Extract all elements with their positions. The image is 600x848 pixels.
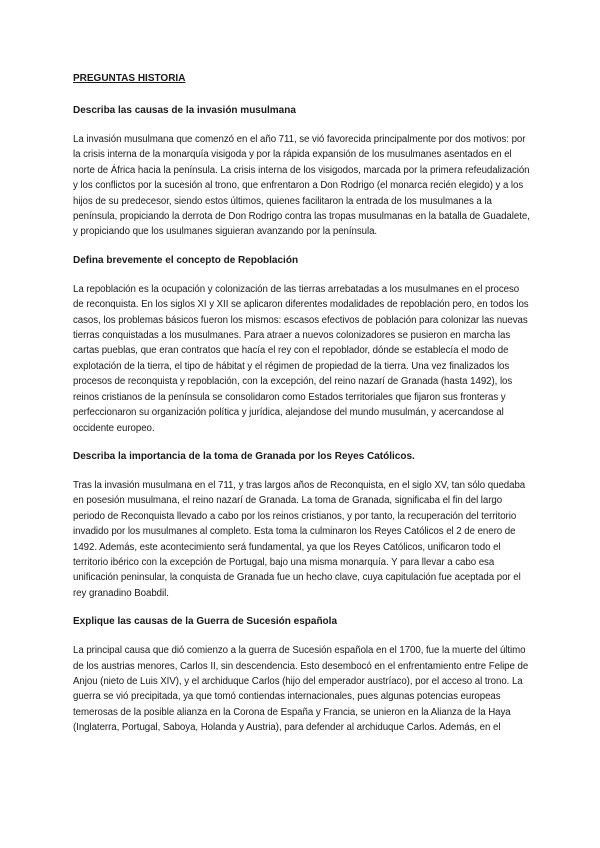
section-heading: Describa la importancia de la toma de Granada por los Reyes Católicos. <box>73 450 415 462</box>
section-heading: Explique las causas de la Guerra de Sucesión española <box>73 616 337 628</box>
section-invasion-musulmana <box>73 104 530 240</box>
section-guerra-sucesion <box>73 615 530 735</box>
section-heading: Defina brevemente el concepto de Repoblación <box>73 254 299 266</box>
section-body: La invasión musulmana que comenzó en el año 711, se vió favorecida principalmente por dos motivos: por la crisis interna de la monarquía visigoda y por la rápida expansión de los musulmanes asentados en el norte de África hacia la península. La crisis interna de los visigodos, marcada por la primera refeudalización y los conflictos por la sucesión al trono, que enfrentaron a Don Rodrigo (el monarca recién elegido) y a los hijos de su predecesor, siendo estos últimos, quienes facilitaron la entrada de los musulmanes a la península, propiciando la derrota de Don Rodrigo contra las tropas musulmanas en la batalla de Guadalete, y propiciando que los usulmanes siguieran avanzando por la península. <box>73 134 530 238</box>
section-toma-granada <box>73 450 530 601</box>
section-repoblacion <box>73 254 530 436</box>
section-body: La repoblación es la ocupación y colonización de las tierras arrebatadas a los musulmanes en el proceso de reconquista. En los siglos XI y XII se aplicaron diferentes modalidades de repoblación pero, en todos los casos, los problemas básicos fueron los mismos: escasos efectivos de población para colonizar las nuevas tierras conquistadas a los musulmanes. Para atraer a nuevos colonizadores se pusieron en marcha las cartas pueblas, que eran contratos que hacía el rey con el repoblador, dónde se establecía el modo de explotación de la tierra, el tipo de hábitat y el régimen de propiedad de la tierra. Una vez finalizados los procesos de reconquista y repoblación, con la excepción, del reino nazarí de Granada (hasta 1492), los reinos cristianos de la península se consolidaron como Estados territoriales que fijaron sus fronteras y perfeccionaron su organización política y jurídica, alejandose del mundo musulmán, y acercandose al occidente europeo. <box>73 283 529 434</box>
section-body: La principal causa que dió comienzo a la guerra de Sucesión española en el 1700, fue la muerte del último de los austrias menores, Carlos II, sin descendencia. Esto desembocó en el enfrentamiento entre Felipe de Anjou (nieto de Luis XIV), y el archiduque Carlos (hijo del emperador austríaco), por el acceso al trono. La guerra se vió precipitada, ya que tomó contiendas internacionales, pues algunas potencias europeas temerosas de la posible alianza en la Corona de España y Francia, se unieron en la Alianza de la Haya (Inglaterra, Portugal, Saboya, Holanda y Austria), para defender al archiduque Carlos. Además, en el <box>73 645 529 734</box>
document-title: PREGUNTAS HISTORIA <box>73 73 186 84</box>
section-body: Tras la invasión musulmana en el 711, y tras largos años de Reconquista, en el siglo XV, tan sólo quedaba en posesión musulmana, el reino nazarí de Granada. La toma de Granada, significaba el fin del largo periodo de Reconquista llevado a cabo por los reinos cristianos, y por tanto, la recuperación del territorio invadido por los musulmanes al completo. Esta toma la culminaron los Reyes Católicos el 2 de enero de 1492. Además, este acontecimiento será fundamental, ya que los Reyes Católicos, unificaron todo el territorio ibérico con la excepción de Portugal, bajo una misma monarquía. Y para llevar a cabo esa unificación peninsular, la conquista de Granada fue un hecho clave, cuya capitulación fue aceptada por el rey granadino Boabdil. <box>73 479 526 599</box>
section-heading: Describa las causas de la invasión musulmana <box>73 105 296 116</box>
